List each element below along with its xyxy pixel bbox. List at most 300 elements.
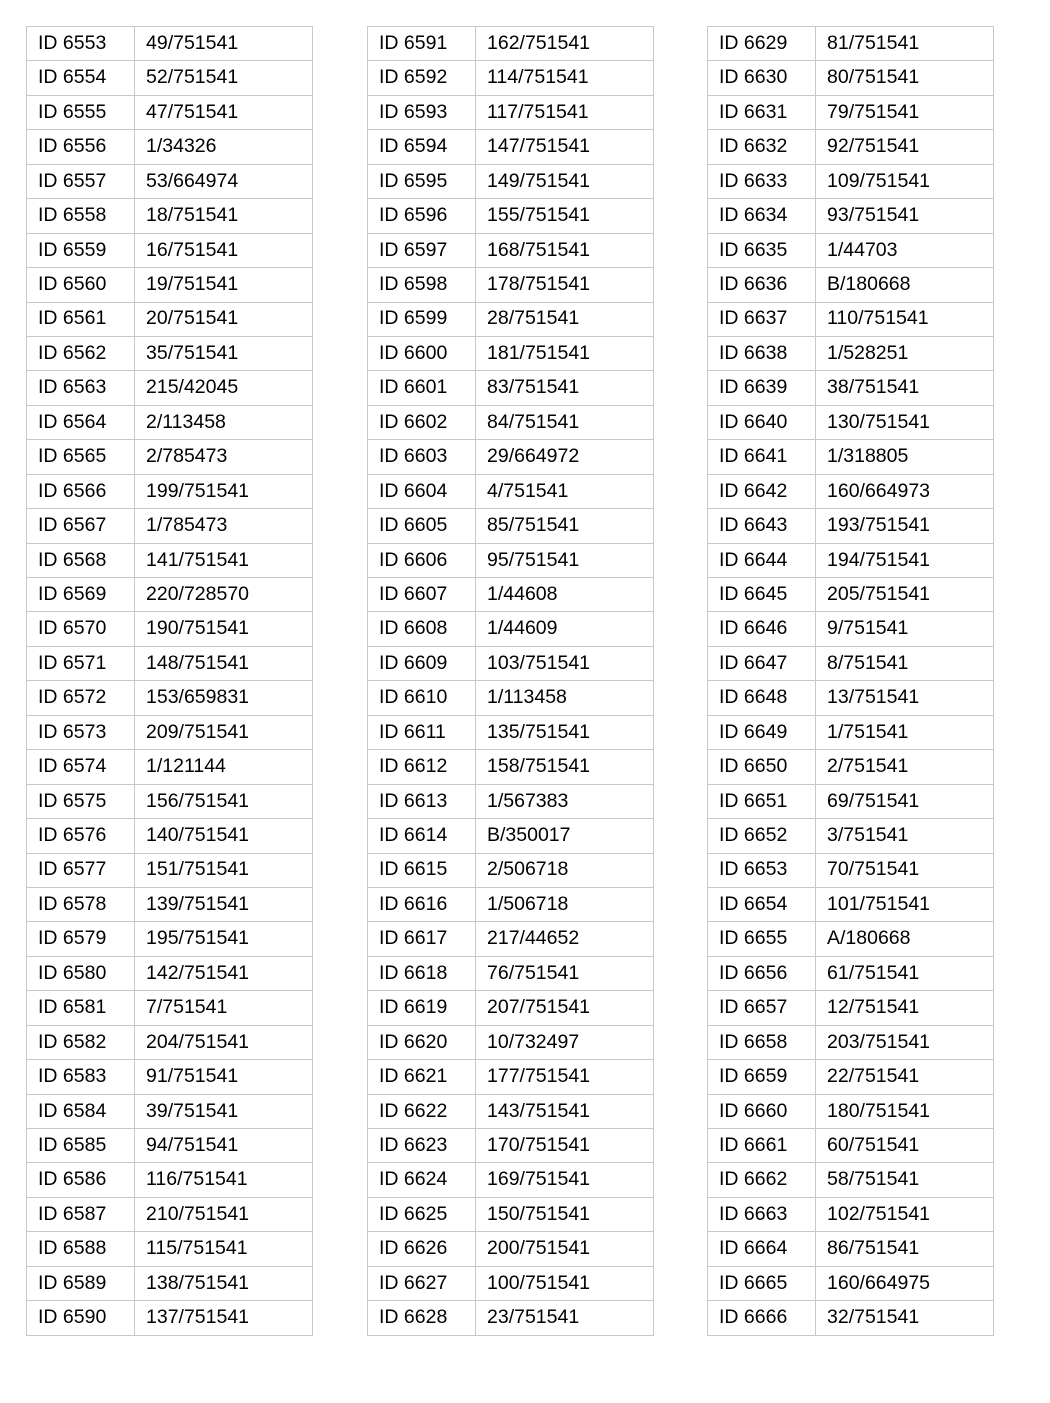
value-cell: 168/751541 (476, 233, 654, 267)
value-cell: 110/751541 (816, 302, 994, 336)
id-cell: ID 6623 (368, 1129, 476, 1163)
table-row (708, 1025, 994, 1059)
id-cell: ID 6624 (368, 1163, 476, 1197)
id-cell: ID 6648 (708, 681, 816, 715)
id-cell: ID 6584 (27, 1094, 135, 1128)
id-cell: ID 6655 (708, 922, 816, 956)
value-cell: 143/751541 (476, 1094, 654, 1128)
id-cell: ID 6643 (708, 509, 816, 543)
id-cell: ID 6642 (708, 474, 816, 508)
value-cell: 1/44703 (816, 233, 994, 267)
table-row (27, 1060, 313, 1094)
id-cell: ID 6585 (27, 1129, 135, 1163)
id-cell: ID 6562 (27, 336, 135, 370)
id-cell: ID 6650 (708, 750, 816, 784)
id-cell: ID 6657 (708, 991, 816, 1025)
table-row (368, 853, 654, 887)
table-row (708, 474, 994, 508)
value-cell: 3/751541 (816, 819, 994, 853)
id-cell: ID 6646 (708, 612, 816, 646)
value-cell: 18/751541 (135, 199, 313, 233)
id-cell: ID 6639 (708, 371, 816, 405)
id-cell: ID 6574 (27, 750, 135, 784)
id-cell: ID 6621 (368, 1060, 476, 1094)
value-cell: 9/751541 (816, 612, 994, 646)
id-cell: ID 6568 (27, 543, 135, 577)
value-cell: 210/751541 (135, 1197, 313, 1231)
id-cell: ID 6564 (27, 405, 135, 439)
table-row (708, 819, 994, 853)
id-cell: ID 6629 (708, 27, 816, 61)
id-cell: ID 6596 (368, 199, 476, 233)
table-row (27, 1197, 313, 1231)
id-cell: ID 6632 (708, 130, 816, 164)
table-row (27, 922, 313, 956)
table-row (368, 302, 654, 336)
id-cell: ID 6665 (708, 1266, 816, 1300)
table-row (368, 1129, 654, 1163)
value-cell: 199/751541 (135, 474, 313, 508)
table-row (708, 956, 994, 990)
value-cell: 190/751541 (135, 612, 313, 646)
value-cell: 8/751541 (816, 646, 994, 680)
table-row (708, 1129, 994, 1163)
id-cell: ID 6615 (368, 853, 476, 887)
table-row (368, 509, 654, 543)
table-row (368, 371, 654, 405)
value-cell: 2/751541 (816, 750, 994, 784)
id-cell: ID 6630 (708, 61, 816, 95)
id-cell: ID 6654 (708, 887, 816, 921)
id-cell: ID 6613 (368, 784, 476, 818)
table-row (368, 27, 654, 61)
table-row (27, 371, 313, 405)
value-cell: 85/751541 (476, 509, 654, 543)
table-row (708, 164, 994, 198)
value-cell: 195/751541 (135, 922, 313, 956)
value-cell: 1/506718 (476, 887, 654, 921)
value-cell: 160/664973 (816, 474, 994, 508)
value-cell: 160/664975 (816, 1266, 994, 1300)
id-cell: ID 6610 (368, 681, 476, 715)
id-cell: ID 6581 (27, 991, 135, 1025)
table-row (368, 1163, 654, 1197)
id-cell: ID 6589 (27, 1266, 135, 1300)
id-cell: ID 6599 (368, 302, 476, 336)
id-cell: ID 6577 (27, 853, 135, 887)
table-row (27, 784, 313, 818)
id-cell: ID 6593 (368, 95, 476, 129)
table-row (708, 1060, 994, 1094)
table-row (708, 1266, 994, 1300)
id-cell: ID 6662 (708, 1163, 816, 1197)
table-row (708, 27, 994, 61)
table-row (708, 922, 994, 956)
value-cell: 38/751541 (816, 371, 994, 405)
id-cell: ID 6645 (708, 578, 816, 612)
value-cell: 2/506718 (476, 853, 654, 887)
id-cell: ID 6566 (27, 474, 135, 508)
table-row (368, 1060, 654, 1094)
value-cell: 4/751541 (476, 474, 654, 508)
table-row (368, 681, 654, 715)
id-cell: ID 6565 (27, 440, 135, 474)
table-row (708, 61, 994, 95)
table-row (708, 784, 994, 818)
id-cell: ID 6569 (27, 578, 135, 612)
value-cell: 178/751541 (476, 268, 654, 302)
value-cell: 10/732497 (476, 1025, 654, 1059)
id-cell: ID 6614 (368, 819, 476, 853)
table-row (27, 405, 313, 439)
value-cell: 47/751541 (135, 95, 313, 129)
value-cell: 2/785473 (135, 440, 313, 474)
value-cell: 205/751541 (816, 578, 994, 612)
value-cell: 109/751541 (816, 164, 994, 198)
table-row (708, 302, 994, 336)
table-row (27, 509, 313, 543)
table-row (708, 95, 994, 129)
table-row (708, 268, 994, 302)
value-cell: 194/751541 (816, 543, 994, 577)
table-row (27, 991, 313, 1025)
id-cell: ID 6644 (708, 543, 816, 577)
table-row (708, 578, 994, 612)
id-cell: ID 6661 (708, 1129, 816, 1163)
table-row (708, 1232, 994, 1266)
id-cell: ID 6576 (27, 819, 135, 853)
value-cell: 58/751541 (816, 1163, 994, 1197)
value-cell: 162/751541 (476, 27, 654, 61)
id-table-column-2 (367, 26, 654, 1336)
id-cell: ID 6625 (368, 1197, 476, 1231)
id-cell: ID 6597 (368, 233, 476, 267)
table-row (708, 440, 994, 474)
table-row (368, 1094, 654, 1128)
value-cell: 204/751541 (135, 1025, 313, 1059)
table-row (368, 887, 654, 921)
table-row (368, 543, 654, 577)
id-cell: ID 6559 (27, 233, 135, 267)
table-row (708, 1197, 994, 1231)
table-row (368, 784, 654, 818)
table-row (708, 853, 994, 887)
id-cell: ID 6628 (368, 1301, 476, 1335)
table-row (27, 1301, 313, 1335)
value-cell: 180/751541 (816, 1094, 994, 1128)
value-cell: 139/751541 (135, 887, 313, 921)
table-row (368, 922, 654, 956)
value-cell: 102/751541 (816, 1197, 994, 1231)
id-cell: ID 6592 (368, 61, 476, 95)
id-cell: ID 6653 (708, 853, 816, 887)
id-cell: ID 6641 (708, 440, 816, 474)
value-cell: 158/751541 (476, 750, 654, 784)
value-cell: 60/751541 (816, 1129, 994, 1163)
id-cell: ID 6560 (27, 268, 135, 302)
id-cell: ID 6586 (27, 1163, 135, 1197)
table-row (708, 130, 994, 164)
table-row (27, 853, 313, 887)
value-cell: 13/751541 (816, 681, 994, 715)
value-cell: 156/751541 (135, 784, 313, 818)
value-cell: 35/751541 (135, 336, 313, 370)
id-cell: ID 6663 (708, 1197, 816, 1231)
id-cell: ID 6582 (27, 1025, 135, 1059)
value-cell: 137/751541 (135, 1301, 313, 1335)
table-row (708, 646, 994, 680)
table-row (368, 95, 654, 129)
id-cell: ID 6619 (368, 991, 476, 1025)
value-cell: 155/751541 (476, 199, 654, 233)
value-cell: 79/751541 (816, 95, 994, 129)
value-cell: 1/44608 (476, 578, 654, 612)
value-cell: 53/664974 (135, 164, 313, 198)
table-row (708, 1163, 994, 1197)
table-row (27, 612, 313, 646)
id-cell: ID 6600 (368, 336, 476, 370)
table-row (368, 1232, 654, 1266)
value-cell: 80/751541 (816, 61, 994, 95)
value-cell: 140/751541 (135, 819, 313, 853)
id-cell: ID 6588 (27, 1232, 135, 1266)
id-cell: ID 6555 (27, 95, 135, 129)
id-cell: ID 6658 (708, 1025, 816, 1059)
table-row (27, 1163, 313, 1197)
table-row (708, 750, 994, 784)
id-cell: ID 6607 (368, 578, 476, 612)
value-cell: 1/44609 (476, 612, 654, 646)
id-cell: ID 6594 (368, 130, 476, 164)
id-cell: ID 6604 (368, 474, 476, 508)
id-cell: ID 6573 (27, 715, 135, 749)
id-cell: ID 6616 (368, 887, 476, 921)
id-cell: ID 6633 (708, 164, 816, 198)
id-cell: ID 6636 (708, 268, 816, 302)
table-row (27, 750, 313, 784)
table-row (27, 474, 313, 508)
table-row (27, 336, 313, 370)
table-row (708, 612, 994, 646)
table-row (368, 612, 654, 646)
table-row (708, 1301, 994, 1335)
id-cell: ID 6652 (708, 819, 816, 853)
value-cell: 220/728570 (135, 578, 313, 612)
value-cell: 92/751541 (816, 130, 994, 164)
value-cell: 130/751541 (816, 405, 994, 439)
value-cell: 100/751541 (476, 1266, 654, 1300)
table-row (27, 1025, 313, 1059)
id-cell: ID 6578 (27, 887, 135, 921)
id-cell: ID 6638 (708, 336, 816, 370)
value-cell: 2/113458 (135, 405, 313, 439)
value-cell: 1/121144 (135, 750, 313, 784)
value-cell: 93/751541 (816, 199, 994, 233)
table-row (368, 233, 654, 267)
value-cell: 28/751541 (476, 302, 654, 336)
table-row (368, 440, 654, 474)
value-cell: 20/751541 (135, 302, 313, 336)
value-cell: 207/751541 (476, 991, 654, 1025)
id-cell: ID 6572 (27, 681, 135, 715)
id-cell: ID 6618 (368, 956, 476, 990)
table-row (708, 1094, 994, 1128)
table-row (708, 543, 994, 577)
value-cell: 148/751541 (135, 646, 313, 680)
table-row (708, 371, 994, 405)
table-row (27, 1266, 313, 1300)
value-cell: 193/751541 (816, 509, 994, 543)
id-cell: ID 6611 (368, 715, 476, 749)
value-cell: 76/751541 (476, 956, 654, 990)
id-cell: ID 6634 (708, 199, 816, 233)
value-cell: 217/44652 (476, 922, 654, 956)
value-cell: 149/751541 (476, 164, 654, 198)
id-cell: ID 6561 (27, 302, 135, 336)
value-cell: 141/751541 (135, 543, 313, 577)
value-cell: 135/751541 (476, 715, 654, 749)
table-row (368, 405, 654, 439)
value-cell: 215/42045 (135, 371, 313, 405)
id-cell: ID 6571 (27, 646, 135, 680)
value-cell: B/180668 (816, 268, 994, 302)
id-cell: ID 6664 (708, 1232, 816, 1266)
id-cell: ID 6659 (708, 1060, 816, 1094)
table-row (27, 440, 313, 474)
value-cell: 29/664972 (476, 440, 654, 474)
table-row (368, 750, 654, 784)
id-cell: ID 6557 (27, 164, 135, 198)
table-row (368, 956, 654, 990)
id-cell: ID 6591 (368, 27, 476, 61)
table-row (27, 543, 313, 577)
table-row (27, 956, 313, 990)
value-cell: 69/751541 (816, 784, 994, 818)
table-row (27, 578, 313, 612)
value-cell: 203/751541 (816, 1025, 994, 1059)
value-cell: 1/113458 (476, 681, 654, 715)
id-cell: ID 6587 (27, 1197, 135, 1231)
value-cell: 181/751541 (476, 336, 654, 370)
id-cell: ID 6598 (368, 268, 476, 302)
table-row (708, 405, 994, 439)
id-cell: ID 6651 (708, 784, 816, 818)
value-cell: 94/751541 (135, 1129, 313, 1163)
id-table-column-1 (26, 26, 313, 1336)
value-cell: 22/751541 (816, 1060, 994, 1094)
table-row (708, 199, 994, 233)
id-cell: ID 6583 (27, 1060, 135, 1094)
table-row (27, 27, 313, 61)
value-cell: 70/751541 (816, 853, 994, 887)
table-row (27, 715, 313, 749)
id-cell: ID 6590 (27, 1301, 135, 1335)
id-cell: ID 6660 (708, 1094, 816, 1128)
table-row (27, 646, 313, 680)
table-row (708, 887, 994, 921)
value-cell: 86/751541 (816, 1232, 994, 1266)
table-row (368, 268, 654, 302)
value-cell: 150/751541 (476, 1197, 654, 1231)
table-row (368, 130, 654, 164)
value-cell: 116/751541 (135, 1163, 313, 1197)
table-row (27, 681, 313, 715)
id-cell: ID 6606 (368, 543, 476, 577)
value-cell: 114/751541 (476, 61, 654, 95)
table-row (708, 715, 994, 749)
value-cell: 12/751541 (816, 991, 994, 1025)
value-cell: 1/567383 (476, 784, 654, 818)
value-cell: 61/751541 (816, 956, 994, 990)
value-cell: 1/318805 (816, 440, 994, 474)
table-row (708, 509, 994, 543)
table-row (368, 1025, 654, 1059)
table-row (708, 233, 994, 267)
id-cell: ID 6666 (708, 1301, 816, 1335)
id-cell: ID 6608 (368, 612, 476, 646)
id-cell: ID 6647 (708, 646, 816, 680)
table-row (368, 1301, 654, 1335)
id-cell: ID 6609 (368, 646, 476, 680)
value-cell: 200/751541 (476, 1232, 654, 1266)
table-row (27, 302, 313, 336)
table-row (708, 991, 994, 1025)
table-row (368, 474, 654, 508)
value-cell: 95/751541 (476, 543, 654, 577)
table-row (27, 61, 313, 95)
value-cell: 115/751541 (135, 1232, 313, 1266)
table-row (368, 991, 654, 1025)
value-cell: 1/785473 (135, 509, 313, 543)
value-cell: 7/751541 (135, 991, 313, 1025)
id-cell: ID 6595 (368, 164, 476, 198)
id-cell: ID 6612 (368, 750, 476, 784)
id-cell: ID 6622 (368, 1094, 476, 1128)
id-cell: ID 6635 (708, 233, 816, 267)
table-row (368, 715, 654, 749)
value-cell: 81/751541 (816, 27, 994, 61)
value-cell: 1/751541 (816, 715, 994, 749)
id-cell: ID 6575 (27, 784, 135, 818)
value-cell: 32/751541 (816, 1301, 994, 1335)
id-cell: ID 6656 (708, 956, 816, 990)
value-cell: 16/751541 (135, 233, 313, 267)
value-cell: 103/751541 (476, 646, 654, 680)
table-row (708, 336, 994, 370)
id-table-column-3 (707, 26, 994, 1336)
id-cell: ID 6649 (708, 715, 816, 749)
table-row (368, 646, 654, 680)
table-row (27, 819, 313, 853)
table-row (27, 887, 313, 921)
table-row (27, 130, 313, 164)
id-cell: ID 6567 (27, 509, 135, 543)
id-cell: ID 6601 (368, 371, 476, 405)
id-cell: ID 6617 (368, 922, 476, 956)
id-cell: ID 6580 (27, 956, 135, 990)
table-row (368, 1197, 654, 1231)
table-row (27, 95, 313, 129)
id-cell: ID 6640 (708, 405, 816, 439)
value-cell: B/350017 (476, 819, 654, 853)
table-row (708, 681, 994, 715)
value-cell: 151/751541 (135, 853, 313, 887)
value-cell: 117/751541 (476, 95, 654, 129)
id-cell: ID 6627 (368, 1266, 476, 1300)
id-cell: ID 6558 (27, 199, 135, 233)
id-cell: ID 6553 (27, 27, 135, 61)
value-cell: 1/528251 (816, 336, 994, 370)
